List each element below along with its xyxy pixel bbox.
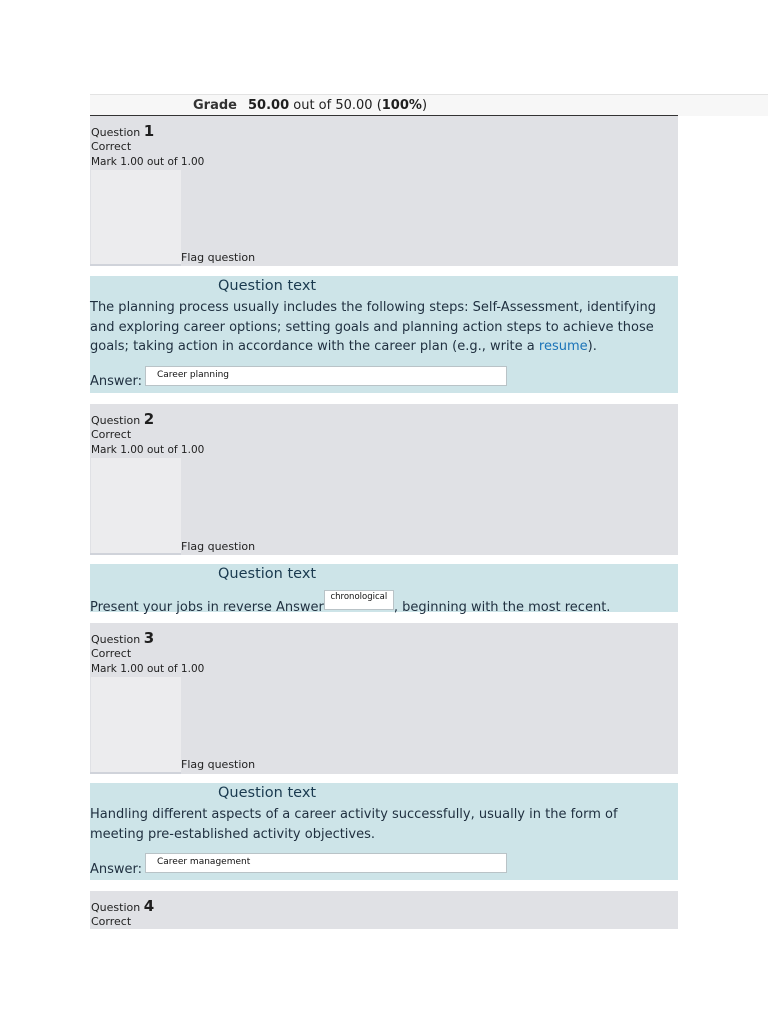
question-2-side-panel [91, 458, 181, 553]
question-3-divider [90, 772, 181, 774]
resume-link[interactable]: resume [538, 339, 588, 354]
grade-summary [90, 94, 768, 116]
question-1-answer-field[interactable]: Career planning [145, 366, 507, 386]
question-2-text: Present your jobs in reverse Answerchronological, beginning with the most recent. [90, 592, 611, 615]
question-1-side-panel [91, 170, 181, 264]
question-4-info [90, 891, 678, 929]
grade-out-of: out of 50.00 ( [289, 98, 382, 113]
grade-close: ) [421, 98, 428, 113]
question-1-text-heading: Question text [218, 278, 317, 294]
question-3-mark: Mark 1.00 out of 1.00 [91, 663, 205, 675]
question-2-answer-field[interactable]: chronological [324, 590, 394, 610]
grade-percent: 100% [381, 98, 422, 113]
question-2-flag-button[interactable]: Flag question [181, 540, 256, 553]
question-1-answer-label: Answer: [90, 374, 143, 389]
question-3-text-heading: Question text [218, 785, 317, 801]
question-3-content [90, 783, 678, 880]
question-2-text-heading: Question text [218, 566, 317, 582]
question-1-divider [90, 264, 181, 266]
question-2-state: Correct [91, 428, 132, 441]
question-3-info [90, 623, 678, 774]
question-4-number: Question 4 [91, 897, 155, 915]
question-3-answer-field[interactable]: Career management [145, 853, 507, 873]
question-1-info [90, 116, 678, 266]
question-2-mark: Mark 1.00 out of 1.00 [91, 444, 205, 456]
question-1-content [90, 276, 678, 393]
question-3-text: Handling different aspects of a career activity successfully, usually in the form of meeting pre-established activity objectives. [90, 807, 618, 842]
question-3-state: Correct [91, 647, 132, 660]
grade-score: 50.00 [248, 98, 290, 113]
grade-label: Grade [193, 98, 237, 113]
question-1-flag-button[interactable]: Flag question [181, 251, 256, 264]
question-1-mark: Mark 1.00 out of 1.00 [91, 156, 205, 168]
question-3-flag-button[interactable]: Flag question [181, 758, 256, 771]
question-1-text: The planning process usually includes the following steps: Self-Assessment, identifying and exploring career options; setting goals and planning action steps to achieve those goals; taking action in accordance with the career plan (e.g., write a resume). [90, 300, 656, 354]
question-1-state: Correct [91, 140, 132, 153]
question-1-number: Question 1 [91, 122, 155, 140]
question-2-divider [90, 553, 181, 555]
question-2-content [90, 564, 678, 615]
question-3-answer-label: Answer: [90, 862, 143, 877]
question-2-info [90, 404, 678, 555]
question-3-side-panel [91, 677, 181, 772]
question-4-state: Correct [91, 915, 132, 928]
question-3-number: Question 3 [91, 629, 155, 647]
question-2-number: Question 2 [91, 410, 155, 428]
grade-value [248, 98, 427, 113]
